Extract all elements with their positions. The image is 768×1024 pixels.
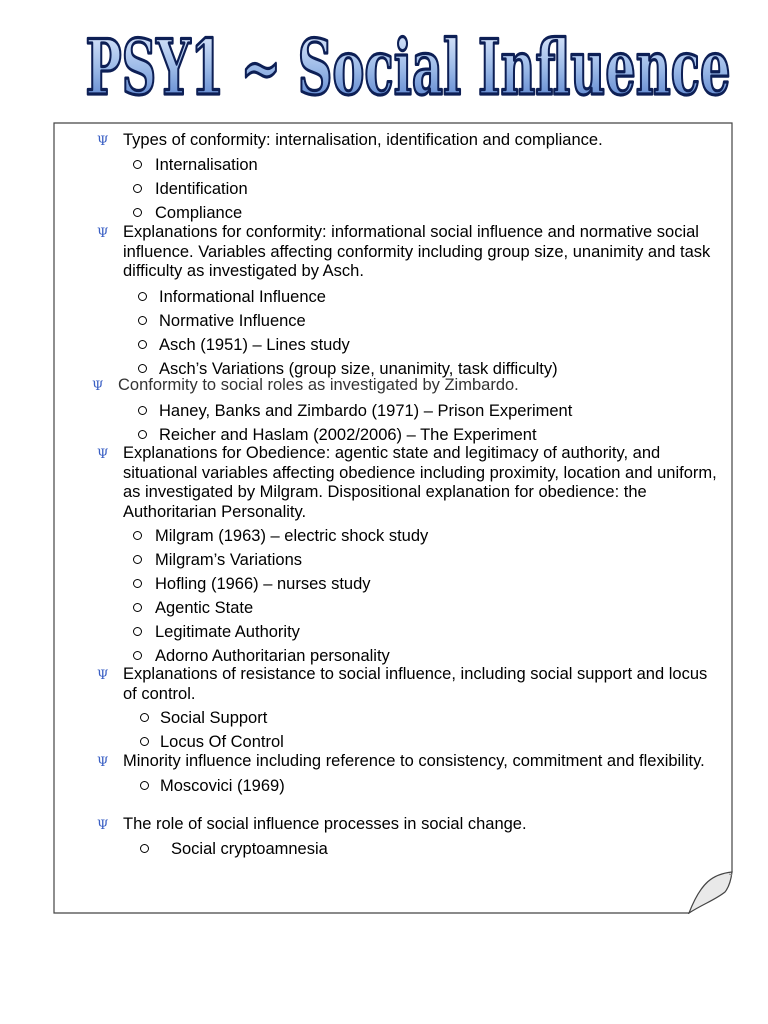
circle-bullet-icon [133,531,142,540]
topic-4 [53,444,733,668]
circle-bullet-icon [133,603,142,612]
list-item: Haney, Banks and Zimbardo (1971) – Prison Experiment [53,399,733,423]
psi-icon: Ψ [97,447,109,462]
topic-6-items [53,774,733,798]
list-item: Compliance [53,201,733,225]
title-text: PSY1 ~ Social Influence [85,23,731,112]
circle-bullet-icon [138,292,147,301]
circle-bullet-icon [138,406,147,415]
topic-5 [53,665,733,754]
topic-5-text: Explanations of resistance to social influence, including social support and locus of control. [123,665,708,703]
topic-7-items [53,837,733,861]
topic-5-items [53,706,733,754]
topic-2-items [53,285,733,381]
topic-7 [53,815,733,861]
circle-bullet-icon [133,184,142,193]
page-title [78,18,738,118]
circle-bullet-icon [138,316,147,325]
psi-icon: Ψ [92,379,104,394]
psi-icon: Ψ [97,226,109,241]
topic-6 [53,752,733,798]
list-item: Internalisation [53,153,733,177]
list-item: Locus Of Control [53,730,733,754]
circle-bullet-icon [138,430,147,439]
circle-bullet-icon [133,627,142,636]
circle-bullet-icon [140,713,149,722]
topic-1-items [53,153,733,225]
list-item: Moscovici (1969) [53,774,733,798]
circle-bullet-icon [140,737,149,746]
psi-icon: Ψ [97,134,109,149]
circle-bullet-icon [138,364,147,373]
list-item: Social Support [53,706,733,730]
psi-icon: Ψ [97,818,109,833]
psi-icon: Ψ [97,668,109,683]
circle-bullet-icon [138,340,147,349]
topic-2-text: Explanations for conformity: informational social influence and normative social influence. Variables affecting conformity including group size, unanimity and task difficulty as investigated by Asch. [123,223,711,280]
circle-bullet-icon [140,781,149,790]
psi-icon: Ψ [97,755,109,770]
page-sheet [53,122,733,914]
circle-bullet-icon [133,579,142,588]
topic-3 [53,376,733,447]
topic-6-text: Minority influence including reference to consistency, commitment and flexibility. [123,752,705,770]
circle-bullet-icon [133,208,142,217]
list-item: Identification [53,177,733,201]
list-item: Informational Influence [53,285,733,309]
list-item: Asch (1951) – Lines study [53,333,733,357]
topic-1 [53,131,733,225]
list-item: Adorno Authoritarian personality [53,644,733,668]
list-item: Hofling (1966) – nurses study [53,572,733,596]
topic-3-items [53,399,733,447]
topic-7-text: The role of social influence processes in social change. [123,815,527,833]
list-item: Normative Influence [53,309,733,333]
topic-4-items [53,524,733,668]
circle-bullet-icon [133,160,142,169]
topic-1-text: Types of conformity: internalisation, identification and compliance. [123,131,603,149]
circle-bullet-icon [133,651,142,660]
topic-2 [53,223,733,381]
circle-bullet-icon [133,555,142,564]
list-item: Milgram’s Variations [53,548,733,572]
list-item: Reicher and Haslam (2002/2006) – The Experiment [53,423,733,447]
list-item: Social cryptoamnesia [53,837,733,861]
circle-bullet-icon [140,844,149,853]
title-wordart [78,18,738,118]
list-item: Legitimate Authority [53,620,733,644]
list-item: Agentic State [53,596,733,620]
list-item: Milgram (1963) – electric shock study [53,524,733,548]
topic-3-text: Conformity to social roles as investigated by Zimbardo. [118,376,519,394]
list-item: Asch’s Variations (group size, unanimity, task difficulty) [53,357,733,381]
topic-4-text: Explanations for Obedience: agentic state and legitimacy of authority, and situational variables affecting obedience including proximity, location and uniform, as investigated by Milgram. Dispositional explanation for obedience: the Authoritarian Personality. [123,444,717,521]
